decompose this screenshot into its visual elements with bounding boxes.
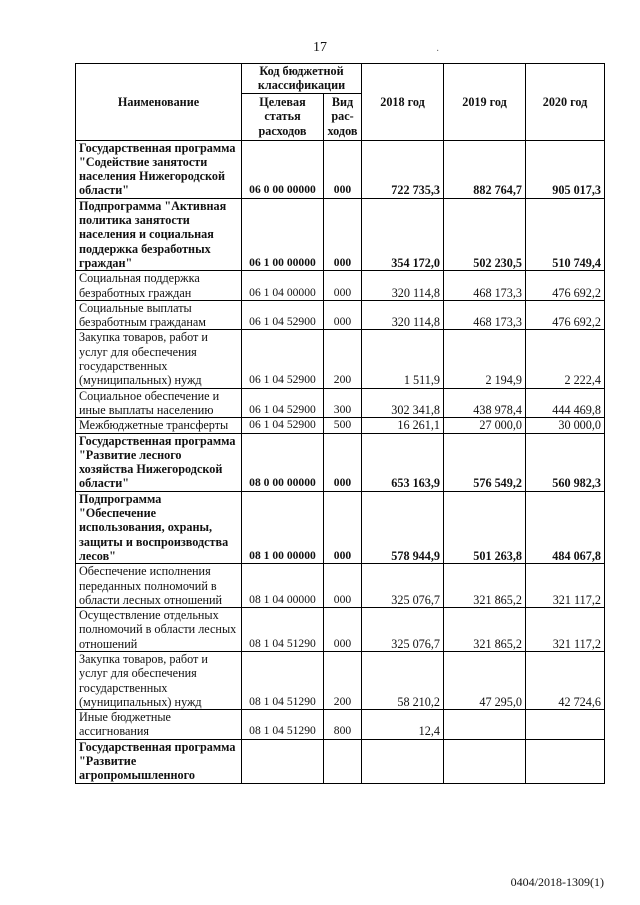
table-row: [76, 198, 605, 270]
row-kind: 000: [324, 608, 362, 652]
row-code: 06 1 04 52900: [242, 418, 324, 433]
table-row: [76, 564, 605, 608]
table-row: [76, 271, 605, 301]
row-2020: 42 724,6: [526, 651, 605, 709]
row-name: Государственная программа "Содействие занятости населения Нижегородской области": [76, 140, 242, 198]
row-2018: 1 511,9: [362, 330, 444, 388]
document-code: 0404/2018-1309(1): [510, 875, 604, 889]
table-row: [76, 388, 605, 418]
row-2019: 502 230,5: [444, 198, 526, 270]
header-2018: 2018 год: [362, 64, 444, 141]
row-2018: 16 261,1: [362, 418, 444, 433]
table-row: [76, 330, 605, 388]
row-2019: [444, 739, 526, 783]
row-kind: 200: [324, 651, 362, 709]
budget-table: [75, 63, 605, 784]
row-2020: 321 117,2: [526, 608, 605, 652]
table-row: [76, 608, 605, 652]
page-number: 17: [313, 40, 327, 55]
row-2020: 476 692,2: [526, 300, 605, 330]
header-name: Наименование: [76, 64, 242, 141]
row-2019: 2 194,9: [444, 330, 526, 388]
row-2018: 653 163,9: [362, 433, 444, 491]
row-code: 08 1 04 00000: [242, 564, 324, 608]
row-2020: 30 000,0: [526, 418, 605, 433]
row-name: Осуществление отдельных полномочий в области лесных отношений: [76, 608, 242, 652]
row-name: Закупка товаров, работ и услуг для обеспечения государственных (муниципальных) нужд: [76, 651, 242, 709]
row-2019: 468 173,3: [444, 300, 526, 330]
header-2020: 2020 год: [526, 64, 605, 141]
row-name: Подпрограмма "Обеспечение использования, охраны, защиты и воспроизводства лесов": [76, 491, 242, 563]
row-code: 08 1 04 51290: [242, 710, 324, 740]
row-2020: 484 067,8: [526, 491, 605, 563]
row-2020: 2 222,4: [526, 330, 605, 388]
row-name: Государственная программа "Развитие лесного хозяйства Нижегородской области": [76, 433, 242, 491]
row-code: 06 1 04 00000: [242, 271, 324, 301]
row-2018: 354 172,0: [362, 198, 444, 270]
row-2019: 27 000,0: [444, 418, 526, 433]
row-kind: 000: [324, 564, 362, 608]
row-name: Подпрограмма "Активная политика занятости населения и социальная поддержка безработных граждан": [76, 198, 242, 270]
row-code: 08 1 00 00000: [242, 491, 324, 563]
page-mark: ·: [436, 46, 440, 57]
row-2019: 576 549,2: [444, 433, 526, 491]
row-code: 06 0 00 00000: [242, 140, 324, 198]
row-code: 08 1 04 51290: [242, 651, 324, 709]
table-row: [76, 418, 605, 433]
row-name: Социальные выплаты безработным гражданам: [76, 300, 242, 330]
row-2019: 321 865,2: [444, 564, 526, 608]
row-kind: 000: [324, 198, 362, 270]
row-2019: 47 295,0: [444, 651, 526, 709]
row-2018: 320 114,8: [362, 300, 444, 330]
row-kind: 800: [324, 710, 362, 740]
row-2019: [444, 710, 526, 740]
row-2019: 501 263,8: [444, 491, 526, 563]
header-2019: 2019 год: [444, 64, 526, 141]
row-2018: 578 944,9: [362, 491, 444, 563]
header-budget-code: Код бюджетной классификации: [242, 64, 362, 94]
row-2018: [362, 739, 444, 783]
row-2018: 320 114,8: [362, 271, 444, 301]
row-name: Иные бюджетные ассигнования: [76, 710, 242, 740]
table-row: [76, 739, 605, 783]
table-row: [76, 651, 605, 709]
row-kind: 000: [324, 271, 362, 301]
row-2018: 12,4: [362, 710, 444, 740]
table-row: [76, 710, 605, 740]
row-code: 06 1 04 52900: [242, 300, 324, 330]
row-kind: 300: [324, 388, 362, 418]
row-2019: 468 173,3: [444, 271, 526, 301]
row-name: Межбюджетные трансферты: [76, 418, 242, 433]
row-2020: 321 117,2: [526, 564, 605, 608]
row-code: 06 1 00 00000: [242, 198, 324, 270]
row-2018: 722 735,3: [362, 140, 444, 198]
row-kind: [324, 739, 362, 783]
row-2020: 510 749,4: [526, 198, 605, 270]
row-kind: 200: [324, 330, 362, 388]
row-2020: [526, 710, 605, 740]
row-name: Закупка товаров, работ и услуг для обеспечения государственных (муниципальных) нужд: [76, 330, 242, 388]
row-2020: 476 692,2: [526, 271, 605, 301]
row-name: Обеспечение исполнения переданных полномочий в области лесных отношений: [76, 564, 242, 608]
row-2018: 325 076,7: [362, 608, 444, 652]
row-code: 06 1 04 52900: [242, 388, 324, 418]
row-kind: 000: [324, 300, 362, 330]
row-2020: 905 017,3: [526, 140, 605, 198]
row-code: [242, 739, 324, 783]
table-row: [76, 300, 605, 330]
row-2020: 560 982,3: [526, 433, 605, 491]
row-kind: 000: [324, 433, 362, 491]
row-code: 08 0 00 00000: [242, 433, 324, 491]
row-2019: 438 978,4: [444, 388, 526, 418]
row-2020: [526, 739, 605, 783]
table-row: [76, 491, 605, 563]
row-kind: 500: [324, 418, 362, 433]
row-kind: 000: [324, 491, 362, 563]
row-2018: 302 341,8: [362, 388, 444, 418]
row-name: Социальная поддержка безработных граждан: [76, 271, 242, 301]
header-expense-kind: Вид рас- ходов: [324, 93, 362, 140]
row-2019: 882 764,7: [444, 140, 526, 198]
table-row: [76, 140, 605, 198]
row-name: Государственная программа "Развитие агропромышленного: [76, 739, 242, 783]
row-2018: 325 076,7: [362, 564, 444, 608]
row-name: Социальное обеспечение и иные выплаты населению: [76, 388, 242, 418]
row-2018: 58 210,2: [362, 651, 444, 709]
header-target-article: Целевая статья расходов: [242, 93, 324, 140]
row-code: 08 1 04 51290: [242, 608, 324, 652]
row-2019: 321 865,2: [444, 608, 526, 652]
table-row: [76, 433, 605, 491]
row-2020: 444 469,8: [526, 388, 605, 418]
row-code: 06 1 04 52900: [242, 330, 324, 388]
row-kind: 000: [324, 140, 362, 198]
